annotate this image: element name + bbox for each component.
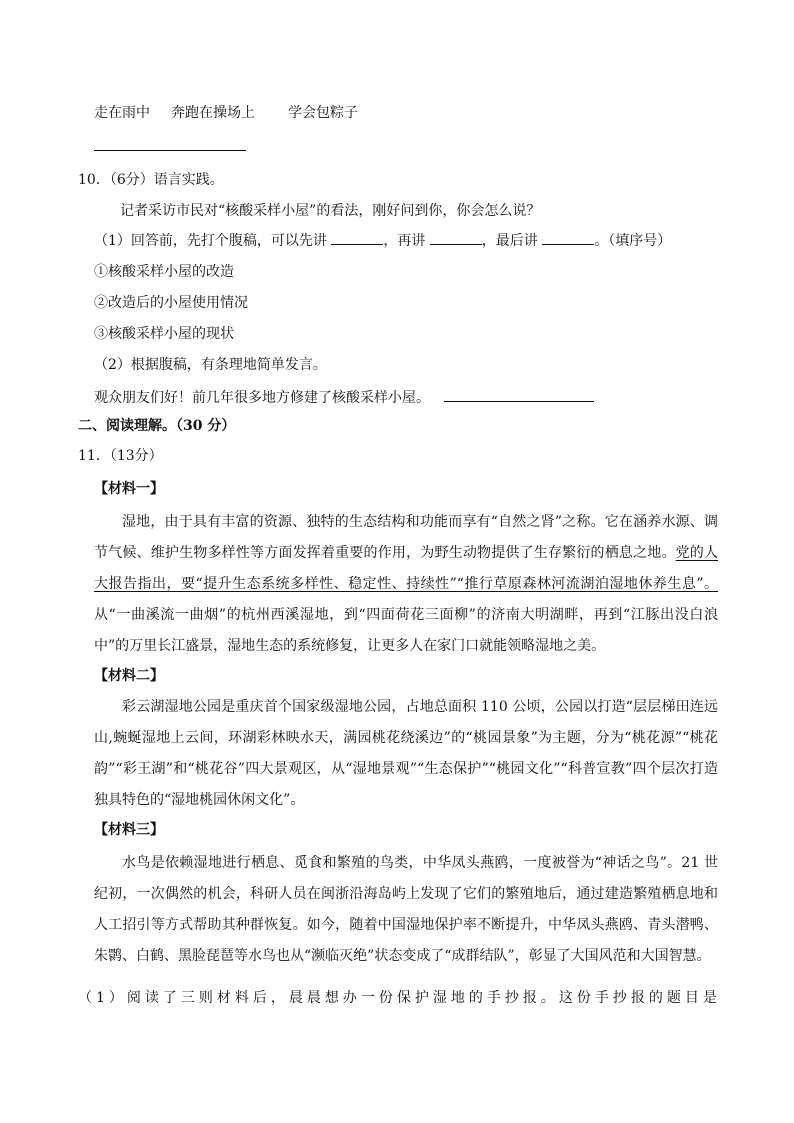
material-1-pre: 湿地，由于具有丰富的资源、独特的生态结构和功能而享有“自然之肾”之称。它在涵养水源、调节气候、维护生物多样性等方面发挥着重要的作用，为野生动物提供了生存繁衍的栖息之地。 [94, 514, 718, 561]
q10-part1-a: （1）回答前，先打个腹稿，可以先讲 [94, 233, 327, 249]
speech-blank[interactable] [444, 387, 594, 402]
section-heading: 二、阅读理解。（30 分） [78, 418, 236, 434]
material-2-paragraph: 彩云湖湿地公园是重庆首个国家级湿地公园，占地总面积 110 公顷，公园以打造“层层梯田连远山,蜿蜒湿地上云间，环湖彩林映水天，满园桃花绕溪边”的“桃园景象”为主题，分为“桃花源”“桃花韵”“彩王湖”和“桃花谷”四大景观区，从“湿地景观”“生态保护”“桃园文化”“科普宣教”四个层次打造独具特色的“湿地桃园休闲文化”。 [94, 699, 718, 808]
answer-line [94, 150, 246, 151]
q10-part2: （2）根据腹稿，有条理地简单发言。 [94, 357, 327, 373]
material-3-text [94, 848, 718, 972]
q10-part1-c: ，最后讲 [481, 233, 538, 249]
q11-number: 11．（13分） [78, 448, 163, 464]
q10-number: 10．（6分）语言实践。 [78, 172, 224, 188]
phrase-1: 走在雨中 [94, 105, 150, 121]
option-1: ①核酸采样小屋的改造 [94, 264, 234, 280]
blank-3[interactable] [542, 230, 594, 245]
option-3: ③核酸采样小屋的现状 [94, 326, 234, 342]
material-3-label: 【材料三】 [94, 822, 164, 838]
material-1-label: 【材料一】 [94, 481, 164, 497]
phrase-2: 奔跑在操场上 [171, 105, 255, 121]
q10-speech [94, 387, 594, 408]
q11-sub1: （1）阅读了三则材料后，晨晨想办一份保护湿地的手抄报。这份手抄报的题目是 [78, 990, 721, 1006]
material-1-text [94, 507, 718, 662]
q10-part1-b: ，再讲 [383, 233, 426, 249]
material-3-paragraph: 水鸟是依赖湿地进行栖息、觅食和繁殖的鸟类，中华凤头燕鸥，一度被誉为“神话之鸟”。21 世纪初，一次偶然的机会，科研人员在闽浙沿海岛屿上发现了它们的繁殖地后，通过建造繁殖栖息地和人工招引等方式帮助其种群恢复。如今，随着中国湿地保护率不断提升，中华凤头燕鸥、青头潜鸭、朱鹮、白鹤、黑脸琵琶等水鸟也从“濒临灭绝”状态变成了“成群结队”，彰显了大国风范和大国智慧。 [94, 855, 718, 964]
material-1-underlined: 党的人大报告指出，要“提升生态系统多样性、稳定性、持续性”“推行草原森林河流湖泊湿地休养生息”。 [94, 545, 718, 592]
q10-part1-d: 。（填序号） [594, 233, 672, 249]
material-1-post: 从“一曲溪流一曲烟”的杭州西溪湿地，到“四面荷花三面柳”的济南大明湖畔，再到“江豚出没白浪中”的万里长江盛景，湿地生态的系统修复，让更多人在家门口就能领略湿地之美。 [94, 607, 718, 654]
material-2-label: 【材料二】 [94, 668, 164, 684]
material-2-text [94, 692, 718, 816]
q10-prompt: 记者采访市民对“核酸采样小屋”的看法，刚好问到你，你会怎么说？ [120, 203, 541, 219]
phrase-3: 学会包粽子 [288, 105, 358, 121]
q10-speech-text: 观众朋友们好！前几年很多地方修建了核酸采样小屋。 [94, 390, 430, 406]
option-2: ②改造后的小屋使用情况 [94, 295, 248, 311]
blank-2[interactable] [430, 230, 482, 245]
blank-1[interactable] [331, 230, 383, 245]
q10-part1 [94, 230, 671, 251]
